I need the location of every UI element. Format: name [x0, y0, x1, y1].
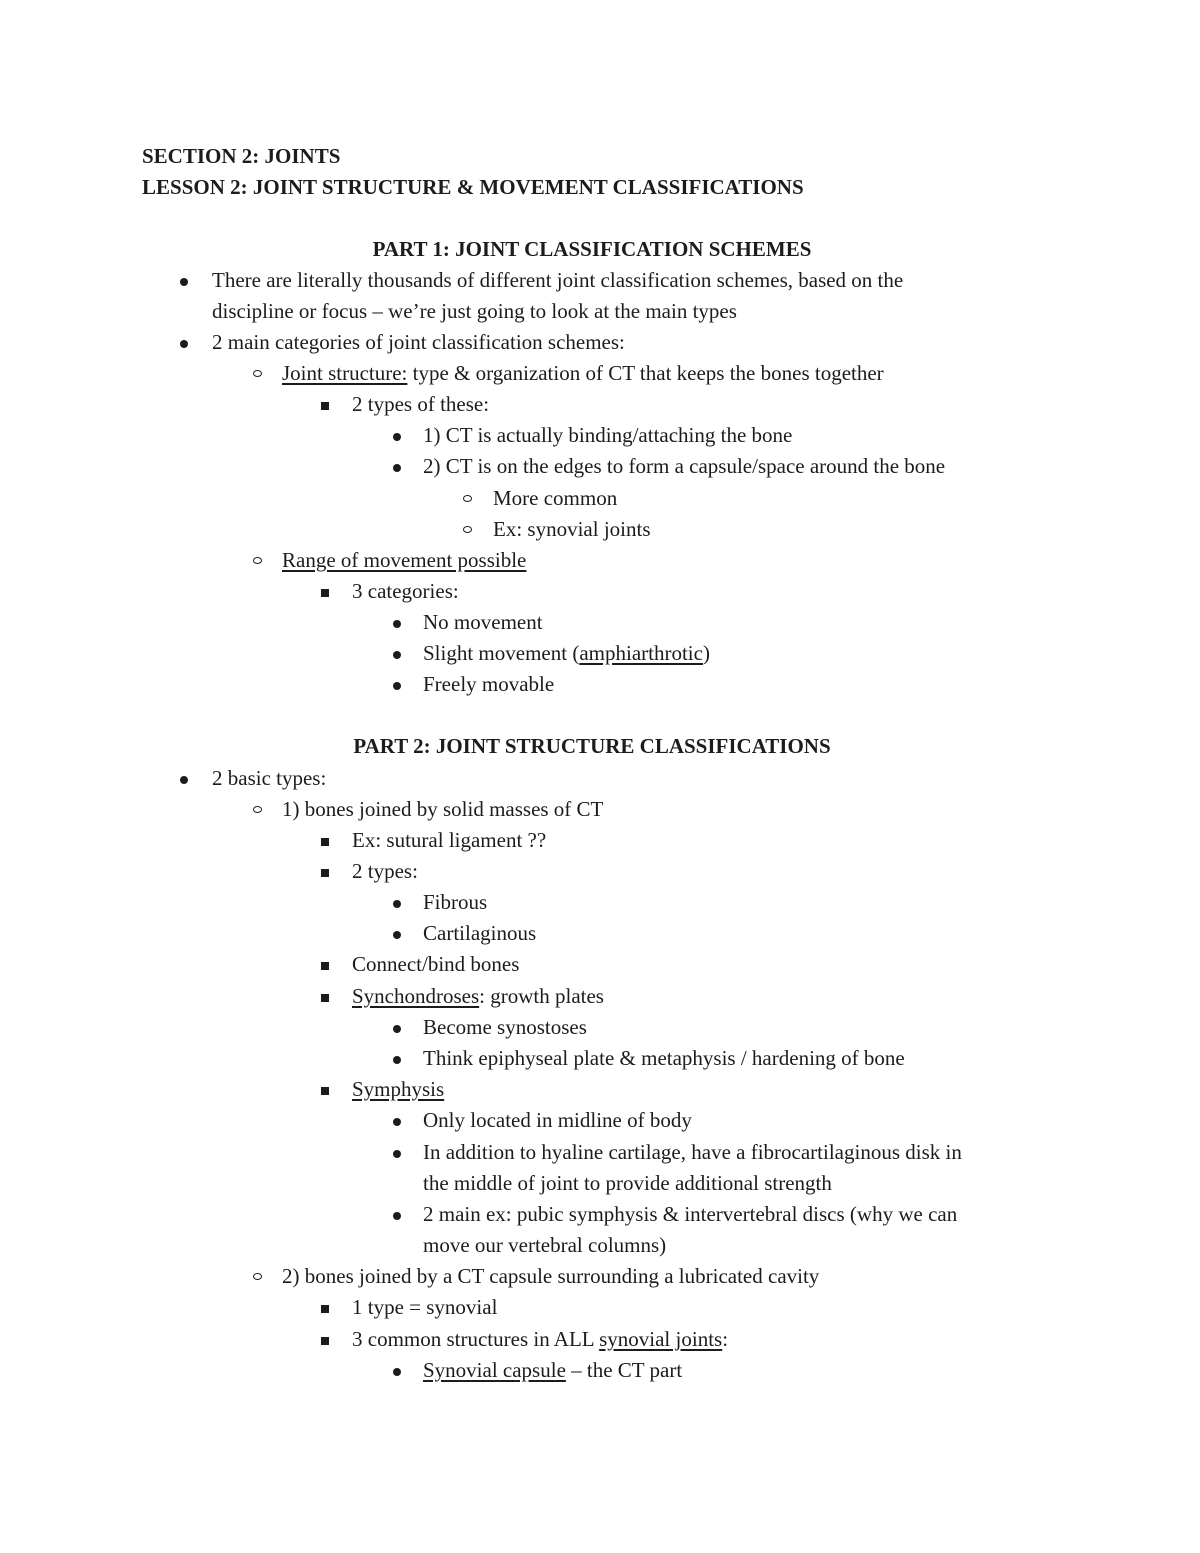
bullet-square-icon — [317, 1292, 337, 1323]
bullet-disc-icon — [388, 1105, 408, 1136]
term-amphiarthrotic: amphiarthrotic — [579, 641, 703, 665]
bullet-disc-icon — [388, 607, 408, 638]
bullet-square-icon — [317, 981, 337, 1012]
part2-title: PART 2: JOINT STRUCTURE CLASSIFICATIONS — [353, 734, 831, 758]
bullet-circle-icon — [249, 545, 269, 576]
term-symphysis: Symphysis — [352, 1077, 445, 1101]
term-synchondroses: Synchondroses — [352, 984, 480, 1008]
part1-title: PART 1: JOINT CLASSIFICATION SCHEMES — [372, 237, 812, 261]
bullet-circle-icon — [459, 514, 479, 545]
bullet-circle-icon — [249, 358, 269, 389]
bullet-square-icon — [317, 576, 337, 607]
bullet-disc-icon — [388, 1137, 408, 1168]
bullet-disc-icon — [388, 638, 408, 669]
bullet-disc-icon — [175, 763, 195, 794]
list-item-continuation: discipline or focus – we’re just going to look at the main types — [212, 299, 737, 323]
bullet-disc-icon — [388, 451, 408, 482]
bullet-disc-icon — [388, 669, 408, 700]
bullet-square-icon — [317, 949, 337, 980]
term-synovial-joints: synovial joints — [599, 1327, 723, 1351]
bullet-disc-icon — [388, 1012, 408, 1043]
bullet-square-icon — [317, 856, 337, 887]
bullet-disc-icon — [175, 327, 195, 358]
bullet-disc-icon — [388, 1043, 408, 1074]
bullet-circle-icon — [249, 1261, 269, 1292]
section-heading: SECTION 2: JOINTS — [142, 144, 341, 168]
bullet-disc-icon — [388, 918, 408, 949]
bullet-square-icon — [317, 389, 337, 420]
bullet-disc-icon — [388, 1199, 408, 1230]
bullet-disc-icon — [388, 1355, 408, 1386]
bullet-square-icon — [317, 1074, 337, 1105]
term-range-of-movement: Range of movement possible — [282, 548, 527, 572]
bullet-disc-icon — [388, 420, 408, 451]
bullet-square-icon — [317, 825, 337, 856]
term-synovial-capsule: Synovial capsule — [423, 1358, 566, 1382]
bullet-circle-icon — [459, 483, 479, 514]
term-joint-structure: Joint structure: — [282, 361, 408, 385]
bullet-disc-icon — [388, 887, 408, 918]
bullet-circle-icon — [249, 794, 269, 825]
list-item-continuation: move our vertebral columns) — [423, 1233, 667, 1257]
bullet-disc-icon — [175, 265, 195, 296]
list-item-continuation: the middle of joint to provide additional strength — [423, 1171, 832, 1195]
bullet-square-icon — [317, 1324, 337, 1355]
lesson-heading: LESSON 2: JOINT STRUCTURE & MOVEMENT CLASSIFICATIONS — [142, 175, 804, 199]
